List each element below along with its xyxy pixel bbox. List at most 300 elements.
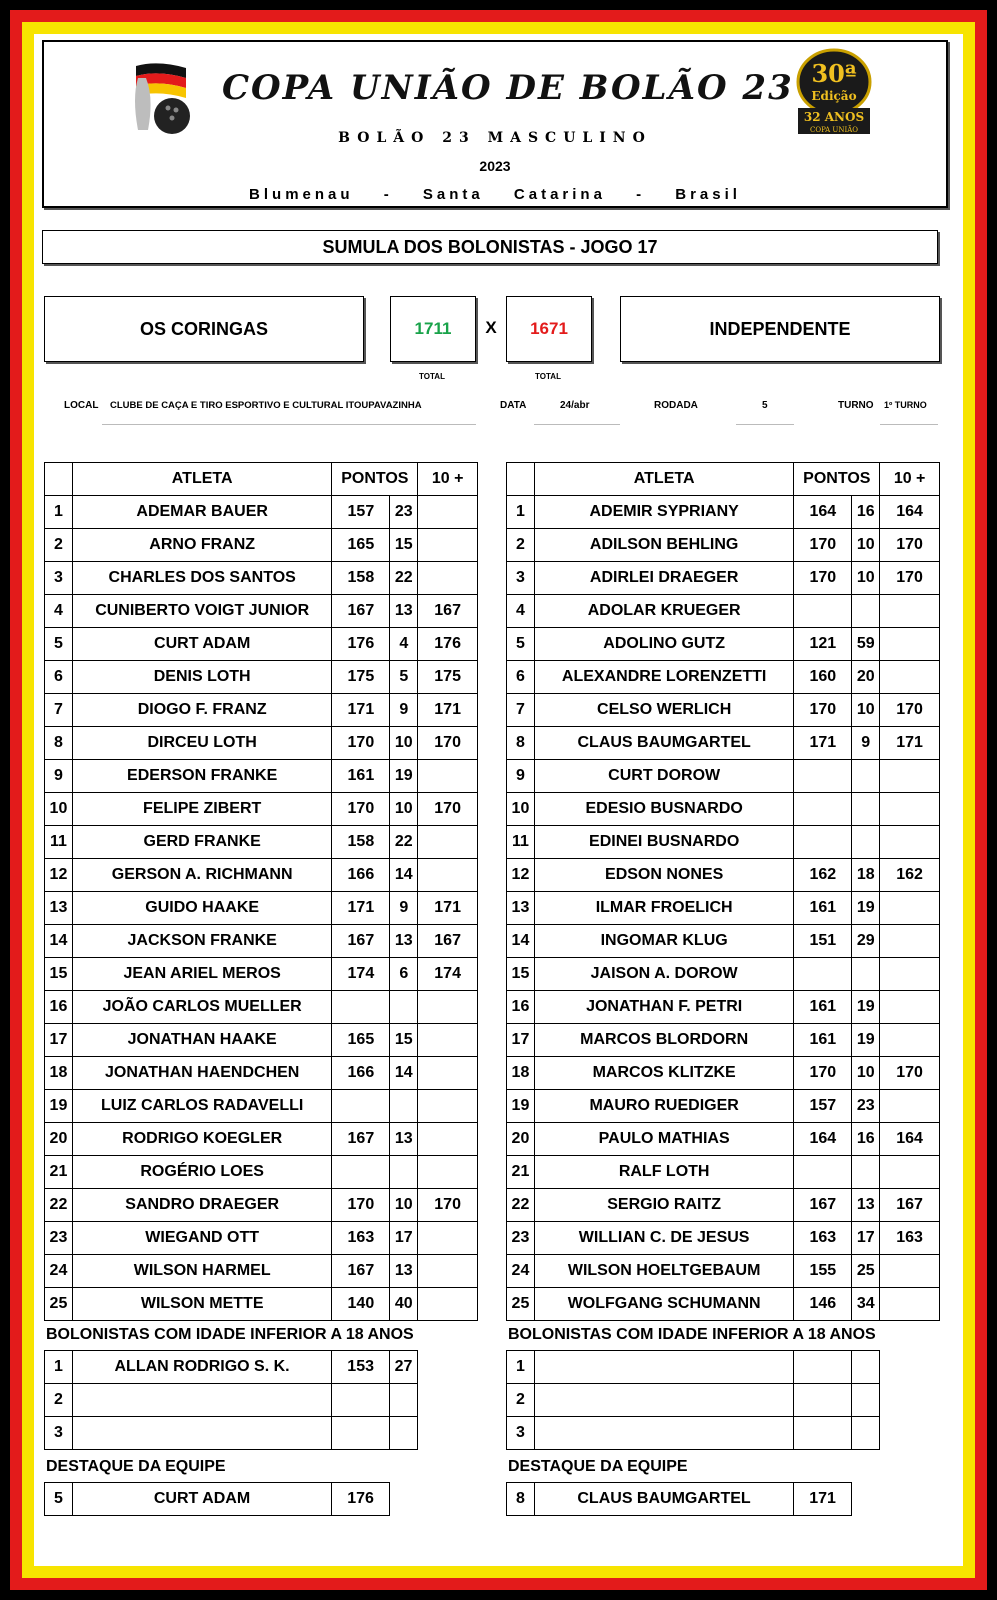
badge-years: 32 ANOS [803,110,865,124]
athlete-ten-plus [418,991,478,1024]
athlete-diff [390,1090,418,1123]
athlete-diff: 19 [852,991,880,1024]
athlete-name: ALLAN RODRIGO S. K. [72,1351,331,1384]
row-number: 8 [507,727,535,760]
youth-row [507,1417,880,1450]
athlete-points: 165 [332,1024,390,1057]
table-row [45,661,478,694]
bowling-flag-logo-icon [128,58,198,138]
athlete-diff: 25 [852,1255,880,1288]
rodada-label: RODADA [654,400,698,411]
row-number: 10 [507,793,535,826]
athlete-name: DIRCEU LOTH [72,727,332,760]
table-header [507,463,940,496]
athlete-points: 174 [332,958,390,991]
athlete-diff: 20 [852,661,880,694]
athlete-diff: 10 [390,727,418,760]
athlete-points: 176 [332,628,390,661]
header-ten-plus: 10 + [880,463,940,496]
athlete-name: JONATHAN F. PETRI [534,991,793,1024]
athlete-points: 167 [332,925,390,958]
athlete-name: JONATHAN HAAKE [72,1024,332,1057]
table-row [507,628,940,661]
row-number: 14 [507,925,535,958]
athlete-ten-plus: 170 [880,694,940,727]
athlete-name: CELSO WERLICH [534,694,793,727]
row-number: 12 [45,859,73,892]
athlete-diff: 16 [852,496,880,529]
table-row [45,562,478,595]
row-number: 23 [507,1222,535,1255]
athlete-name: ADOLINO GUTZ [534,628,793,661]
table-row [507,925,940,958]
youth-row [45,1384,418,1417]
table-row [507,727,940,760]
athlete-points: 158 [332,562,390,595]
local-value: CLUBE DE CAÇA E TIRO ESPORTIVO E CULTURAL ITOUPAVAZINHA [110,400,422,411]
youth-section-label-left: BOLONISTAS COM IDADE INFERIOR A 18 ANOS [46,1326,414,1343]
athlete-ten-plus [418,1255,478,1288]
edition-badge-icon [794,48,874,136]
athlete-name: GERD FRANKE [72,826,332,859]
athlete-name: CURT ADAM [72,628,332,661]
row-number: 16 [45,991,73,1024]
table-row [507,1156,940,1189]
athlete-points: 157 [332,496,390,529]
highlight-label-right: DESTAQUE DA EQUIPE [508,1458,688,1475]
athlete-name [72,1384,331,1417]
athlete-points: 170 [794,694,852,727]
athlete-diff: 13 [390,595,418,628]
athlete-ten-plus: 167 [418,925,478,958]
athlete-diff: 5 [390,661,418,694]
table-row [45,925,478,958]
athlete-diff: 19 [852,892,880,925]
athlete-diff: 27 [390,1351,418,1384]
table-row [507,793,940,826]
athlete-ten-plus [880,628,940,661]
athlete-name: JONATHAN HAENDCHEN [72,1057,332,1090]
table-row [507,1024,940,1057]
athlete-ten-plus: 170 [418,793,478,826]
athlete-ten-plus: 174 [418,958,478,991]
table-row [45,760,478,793]
row-number: 21 [507,1156,535,1189]
athlete-diff: 10 [852,562,880,595]
athlete-diff [390,1156,418,1189]
athlete-ten-plus [418,529,478,562]
athlete-diff: 15 [390,1024,418,1057]
athlete-ten-plus [418,1024,478,1057]
table-row [507,1222,940,1255]
athlete-name: ADEMIR SYPRIANY [534,496,793,529]
athlete-ten-plus [418,826,478,859]
match-title: SUMULA DOS BOLONISTAS - JOGO 17 [42,230,938,264]
athlete-diff: 10 [390,1189,418,1222]
row-number: 13 [507,892,535,925]
athlete-points: 171 [794,727,852,760]
athlete-diff: 19 [852,1024,880,1057]
table-row [45,595,478,628]
total-label-left: TOTAL [419,372,445,381]
row-number: 24 [507,1255,535,1288]
athlete-ten-plus [418,760,478,793]
table-row [507,958,940,991]
athlete-points: 167 [332,1255,390,1288]
athlete-diff: 40 [390,1288,418,1321]
athlete-diff: 34 [852,1288,880,1321]
athlete-ten-plus [880,892,940,925]
athlete-diff: 9 [852,727,880,760]
athlete-points: 170 [332,793,390,826]
team-right-name: INDEPENDENTE [620,296,940,362]
athlete-diff: 14 [390,859,418,892]
athlete-name: ADIRLEI DRAEGER [534,562,793,595]
header-pontos: PONTOS [332,463,418,496]
athlete-name: RALF LOTH [534,1156,793,1189]
highlight-row [507,1483,852,1516]
badge-edition: Edição [811,89,857,103]
table-row [45,1156,478,1189]
athlete-points [794,1156,852,1189]
athlete-points [794,793,852,826]
youth-row [45,1417,418,1450]
athlete-ten-plus: 164 [880,1123,940,1156]
table-row [507,1123,940,1156]
row-number: 17 [45,1024,73,1057]
header [42,40,948,208]
athlete-name: FELIPE ZIBERT [72,793,332,826]
athlete-points: 153 [332,1351,390,1384]
left-youth-table [44,1350,418,1450]
table-row [45,694,478,727]
row-number: 6 [45,661,73,694]
team-left-name: OS CORINGAS [44,296,364,362]
athlete-name: ROGÉRIO LOES [72,1156,332,1189]
athlete-diff [852,1156,880,1189]
athlete-points: 170 [794,562,852,595]
table-row [45,1255,478,1288]
row-number: 10 [45,793,73,826]
athlete-ten-plus [418,1123,478,1156]
athlete-ten-plus: 175 [418,661,478,694]
table-row [45,1024,478,1057]
athlete-ten-plus [880,1255,940,1288]
local-label: LOCAL [64,400,99,411]
table-row [45,1123,478,1156]
athlete-ten-plus [880,793,940,826]
row-number: 18 [507,1057,535,1090]
athlete-diff: 10 [852,694,880,727]
row-number: 11 [507,826,535,859]
athlete-ten-plus: 171 [418,694,478,727]
athlete-diff [852,958,880,991]
athlete-diff [852,1417,880,1450]
athlete-name: GERSON A. RICHMANN [72,859,332,892]
athlete-points [794,760,852,793]
athlete-ten-plus [880,595,940,628]
left-team-table [44,462,478,1321]
athlete-ten-plus: 170 [880,562,940,595]
athlete-ten-plus [880,1024,940,1057]
table-row [45,628,478,661]
athlete-name: WILSON METTE [72,1288,332,1321]
left-highlight-table [44,1482,390,1516]
row-number: 12 [507,859,535,892]
table-row [45,1189,478,1222]
athlete-points: 163 [794,1222,852,1255]
athlete-ten-plus: 164 [880,496,940,529]
page-title: COPA UNIÃO DE BOLÃO 23 [222,68,794,108]
athlete-name: ADOLAR KRUEGER [534,595,793,628]
table-row [507,1057,940,1090]
athlete-name: CUNIBERTO VOIGT JUNIOR [72,595,332,628]
athlete-points: 170 [794,529,852,562]
total-label-right: TOTAL [535,372,561,381]
badge-number: 30ª [811,59,857,88]
athlete-points: 165 [332,529,390,562]
turno-value: 1º TURNO [884,400,927,410]
athlete-ten-plus [880,925,940,958]
athlete-ten-plus [880,991,940,1024]
table-row [45,496,478,529]
athlete-ten-plus: 167 [418,595,478,628]
athlete-points: 161 [794,991,852,1024]
right-highlight-table [506,1482,852,1516]
athlete-points [332,1090,390,1123]
athlete-diff: 10 [852,529,880,562]
youth-section-label-right: BOLONISTAS COM IDADE INFERIOR A 18 ANOS [508,1326,876,1343]
athlete-points [332,1156,390,1189]
table-row [45,892,478,925]
highlight-points: 171 [794,1483,852,1516]
table-row [45,727,478,760]
athlete-name: JACKSON FRANKE [72,925,332,958]
athlete-points: 166 [332,1057,390,1090]
athlete-ten-plus: 170 [418,1189,478,1222]
athlete-ten-plus [418,1288,478,1321]
athlete-diff [852,1351,880,1384]
athlete-points: 167 [332,595,390,628]
row-number: 20 [45,1123,73,1156]
athlete-name: WILLIAN C. DE JESUS [534,1222,793,1255]
table-row [45,991,478,1024]
athlete-points: 160 [794,661,852,694]
athlete-diff: 10 [852,1057,880,1090]
athlete-name: JAISON A. DOROW [534,958,793,991]
athlete-diff: 9 [390,892,418,925]
athlete-diff: 16 [852,1123,880,1156]
athlete-name [534,1417,793,1450]
row-number: 19 [45,1090,73,1123]
table-row [507,595,940,628]
row-number: 3 [45,1417,73,1450]
header-pontos: PONTOS [794,463,880,496]
athlete-diff: 9 [390,694,418,727]
athlete-points: 158 [332,826,390,859]
table-row [507,892,940,925]
row-number: 7 [507,694,535,727]
athlete-diff: 18 [852,859,880,892]
versus-label: X [485,318,497,337]
athlete-ten-plus: 171 [880,727,940,760]
athlete-name: JOÃO CARLOS MUELLER [72,991,332,1024]
row-number: 25 [507,1288,535,1321]
athlete-name: MARCOS KLITZKE [534,1057,793,1090]
row-number: 1 [45,496,73,529]
athlete-points: 170 [332,1189,390,1222]
athlete-points [332,1384,390,1417]
athlete-name [72,1417,331,1450]
table-row [45,793,478,826]
row-number: 13 [45,892,73,925]
athlete-points [794,1417,852,1450]
athlete-ten-plus: 171 [418,892,478,925]
athlete-points: 167 [794,1189,852,1222]
athlete-name: DENIS LOTH [72,661,332,694]
row-number: 5 [507,628,535,661]
highlight-row [45,1483,390,1516]
athlete-diff [852,595,880,628]
table-row [507,1090,940,1123]
row-number: 9 [507,760,535,793]
athlete-points [794,958,852,991]
athlete-name: ILMAR FROELICH [534,892,793,925]
athlete-name: MAURO RUEDIGER [534,1090,793,1123]
athlete-diff [852,826,880,859]
table-row [507,694,940,727]
athlete-points: 161 [794,1024,852,1057]
table-row [45,958,478,991]
row-number: 4 [507,595,535,628]
athlete-points: 166 [332,859,390,892]
athlete-points [332,991,390,1024]
table-row [507,859,940,892]
header-atleta: ATLETA [72,463,332,496]
athlete-name: SERGIO RAITZ [534,1189,793,1222]
athlete-name: PAULO MATHIAS [534,1123,793,1156]
row-number: 2 [507,1384,535,1417]
athlete-name: ALEXANDRE LORENZETTI [534,661,793,694]
athlete-diff [390,991,418,1024]
athlete-diff: 13 [390,1255,418,1288]
athlete-diff: 10 [390,793,418,826]
youth-row [45,1351,418,1384]
athlete-diff: 22 [390,826,418,859]
row-number: 9 [45,760,73,793]
athlete-diff: 6 [390,958,418,991]
athlete-ten-plus [880,661,940,694]
athlete-name: DIOGO F. FRANZ [72,694,332,727]
athlete-name: WILSON HARMEL [72,1255,332,1288]
athlete-ten-plus [880,1156,940,1189]
athlete-name: MARCOS BLORDORN [534,1024,793,1057]
athlete-points: 146 [794,1288,852,1321]
row-number: 3 [507,562,535,595]
turno-label: TURNO [838,400,874,411]
highlight-name: CLAUS BAUMGARTEL [534,1483,793,1516]
athlete-points: 162 [794,859,852,892]
highlight-name: CURT ADAM [72,1483,331,1516]
athlete-points: 161 [794,892,852,925]
score-left: 1711 [390,296,476,362]
athlete-diff: 13 [390,1123,418,1156]
row-number: 1 [507,1351,535,1384]
athlete-points: 167 [332,1123,390,1156]
athlete-name: ARNO FRANZ [72,529,332,562]
table-row [507,1255,940,1288]
row-number: 7 [45,694,73,727]
athlete-name: INGOMAR KLUG [534,925,793,958]
row-number: 3 [45,562,73,595]
row-number: 1 [45,1351,73,1384]
row-number: 20 [507,1123,535,1156]
badge-cup: COPA UNIÃO [809,126,859,134]
athlete-ten-plus [418,562,478,595]
youth-row [507,1384,880,1417]
athlete-ten-plus [880,958,940,991]
athlete-points: 163 [332,1222,390,1255]
athlete-name: WILSON HOELTGEBAUM [534,1255,793,1288]
row-number: 4 [45,595,73,628]
subtitle: BOLÃO 23 MASCULINO [338,130,652,146]
table-row [45,1288,478,1321]
data-value: 24/abr [560,400,590,411]
athlete-diff: 4 [390,628,418,661]
year: 2023 [479,158,511,174]
row-number: 2 [45,1384,73,1417]
table-row [45,859,478,892]
row-number: 2 [45,529,73,562]
athlete-diff [390,1417,418,1450]
row-number: 14 [45,925,73,958]
row-number: 17 [507,1024,535,1057]
athlete-points [332,1417,390,1450]
row-number: 11 [45,826,73,859]
athlete-diff: 13 [852,1189,880,1222]
athlete-name: SANDRO DRAEGER [72,1189,332,1222]
highlight-points: 176 [332,1483,390,1516]
athlete-name: CHARLES DOS SANTOS [72,562,332,595]
athlete-name: ADEMAR BAUER [72,496,332,529]
athlete-ten-plus: 170 [418,727,478,760]
athlete-name: RODRIGO KOEGLER [72,1123,332,1156]
athlete-ten-plus: 176 [418,628,478,661]
athlete-diff: 22 [390,562,418,595]
table-row [45,1090,478,1123]
athlete-ten-plus: 162 [880,859,940,892]
row-number: 21 [45,1156,73,1189]
header-number [45,463,73,496]
athlete-ten-plus [880,760,940,793]
athlete-ten-plus [880,826,940,859]
athlete-ten-plus [418,1057,478,1090]
table-row [507,529,940,562]
table-row [507,562,940,595]
athlete-diff: 14 [390,1057,418,1090]
athlete-name: ADILSON BEHLING [534,529,793,562]
athlete-ten-plus [418,1156,478,1189]
athlete-points: 121 [794,628,852,661]
row-number: 5 [45,628,73,661]
table-row [507,1288,940,1321]
score-sheet [34,34,963,1566]
row-number: 22 [45,1189,73,1222]
row-number: 15 [45,958,73,991]
location: Blumenau - Santa Catarina - Brasil [249,186,741,203]
row-number: 22 [507,1189,535,1222]
athlete-diff [852,1384,880,1417]
